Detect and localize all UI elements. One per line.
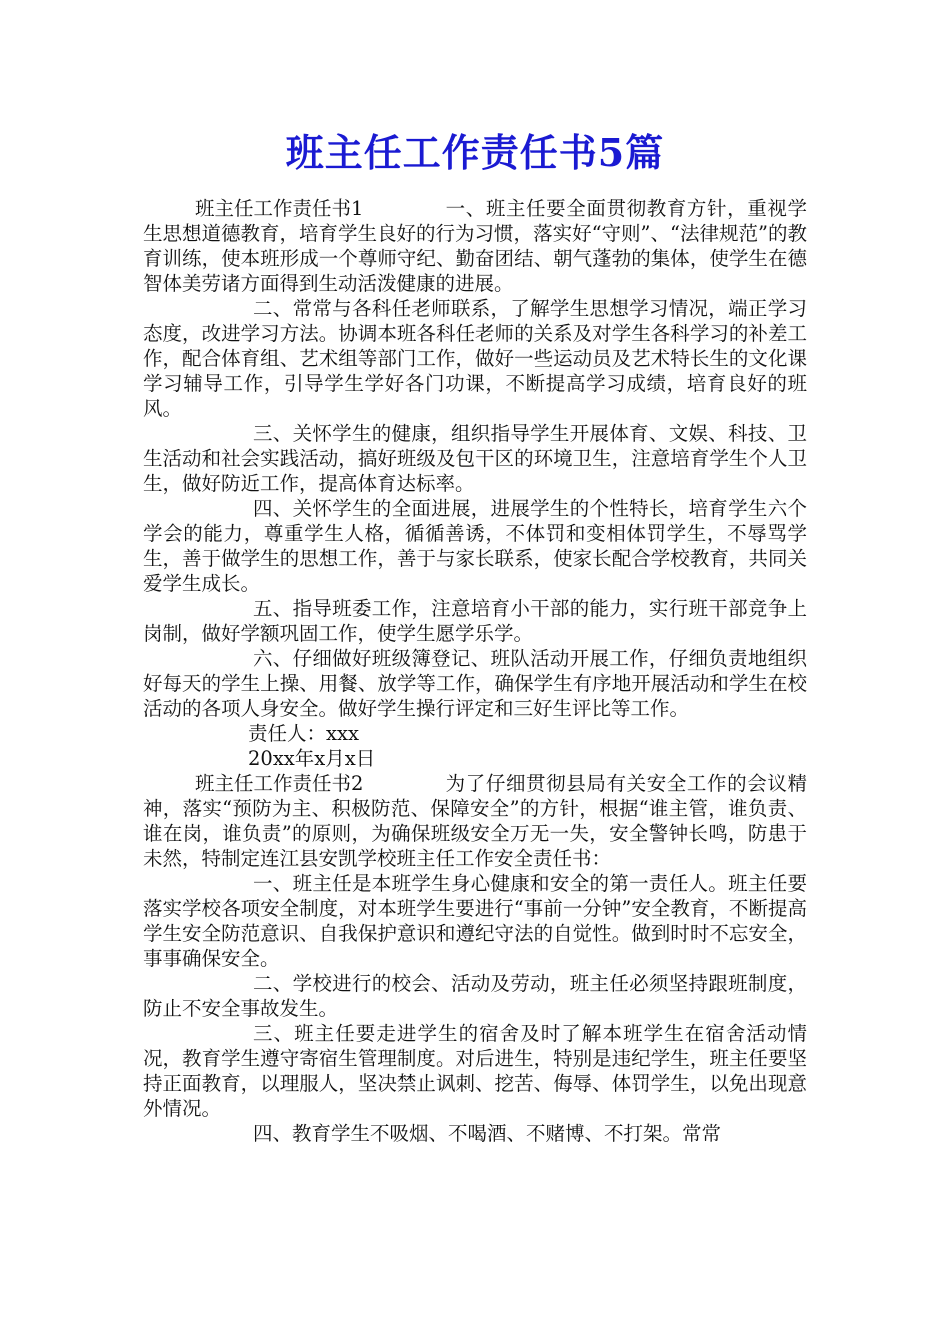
section1-date: 20xx年x月x日 (248, 747, 376, 770)
section2-intro: 为了仔细贯彻县局有关安全工作的会议精神，落实“预防为主、积极防范、保障安全”的方针，根据“谁主管，谁负责、谁在岗，谁负责”的原则，为确保班级安全万无一失，安全警钟长鸣，防患于未然，特制定连江县安凯学校班主任工作安全责任书： (143, 772, 807, 870)
document-body (143, 196, 807, 1146)
section2-item-2: 二、学校进行的校会、活动及劳动，班主任必须坚持跟班制度，防止不安全事故发生。 (143, 972, 807, 1020)
section1-item-5: 五、指导班委工作，注意培育小干部的能力，实行班干部竞争上岗制，做好学额巩固工作，使学生愿学乐学。 (143, 597, 807, 645)
section2-heading: 班主任工作责任书2 (195, 772, 364, 795)
section1-item-3: 三、关怀学生的健康，组织指导学生开展体育、文娱、科技、卫生活动和社会实践活动，搞好班级及包干区的环境卫生，注意培育学生个人卫生，做好防近工作，提高体育达标率。 (143, 422, 807, 495)
section1-intro-paragraph (143, 196, 807, 296)
section1-item-6: 六、仔细做好班级簿登记、班队活动开展工作，仔细负责地组织好每天的学生上操、用餐、放学等工作，确保学生有序地开展活动和学生在校活动的各项人身安全。做好学生操行评定和三好生评比等工作。 (143, 647, 807, 720)
section2-item-4: 四、教育学生不吸烟、不喝酒、不赌博、不打架。常常 (253, 1122, 722, 1145)
section1-item-1: 一、班主任要全面贯彻教育方针，重视学生思想道德教育，培育学生良好的行为习惯，落实好“守则”、“法律规范”的教育训练，使本班形成一个尊师守纪、勤奋团结、朝气蓬勃的集体，使学生在德智体美劳诸方面得到生动活泼健康的进展。 (143, 197, 807, 295)
section2-intro-paragraph (143, 771, 807, 871)
document-title: 班主任工作责任书5篇 (285, 130, 665, 175)
section1-heading: 班主任工作责任书1 (195, 197, 364, 220)
section2-item-1: 一、班主任是本班学生身心健康和安全的第一责任人。班主任要落实学校各项安全制度，对本班学生要进行“事前一分钟”安全教育，不断提高学生安全防范意识、自我保护意识和遵纪守法的自觉性。做到时时不忘安全，事事确保安全。 (143, 872, 807, 970)
section1-signer: 责任人：xxx (248, 722, 359, 745)
section1-item-2: 二、常常与各科任老师联系，了解学生思想学习情况，端正学习态度，改进学习方法。协调本班各科任老师的关系及对学生各科学习的补差工作，配合体育组、艺术组等部门工作，做好一些运动员及艺术特长生的文化课学习辅导工作，引导学生学好各门功课，不断提高学习成绩，培育良好的班风。 (143, 297, 807, 420)
section1-item-4: 四、关怀学生的全面进展，进展学生的个性特长，培育学生六个学会的能力，尊重学生人格，循循善诱，不体罚和变相体罚学生，不辱骂学生，善于做学生的思想工作，善于与家长联系，使家长配合学校教育，共同关爱学生成长。 (143, 497, 807, 595)
section2-item-3: 三、班主任要走进学生的宿舍及时了解本班学生在宿舍活动情况，教育学生遵守寄宿生管理制度。对后进生，特别是违纪学生，班主任要坚持正面教育，以理服人，坚决禁止讽刺、挖苦、侮辱、体罚学生，以免出现意外情况。 (143, 1022, 807, 1120)
